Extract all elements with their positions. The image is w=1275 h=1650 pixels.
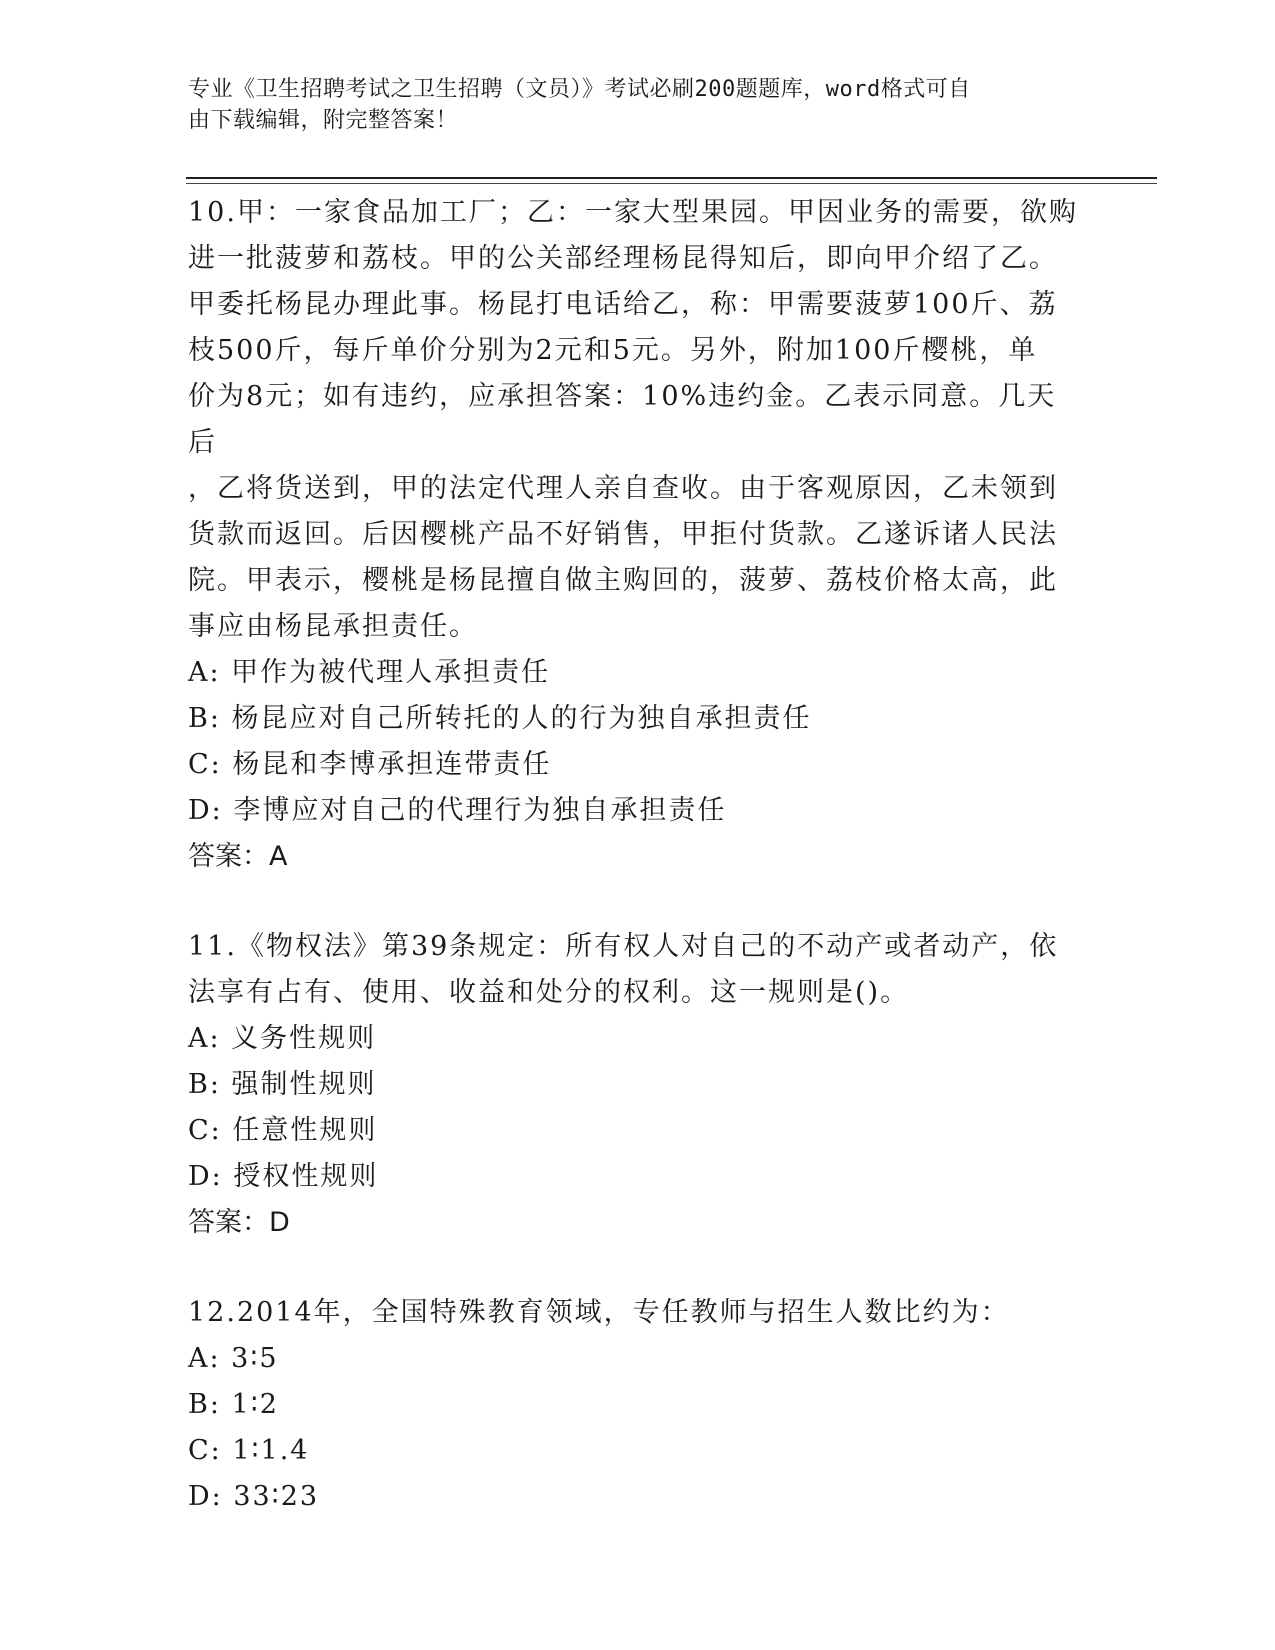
question-12 xyxy=(188,1290,1078,1520)
option-c: C: 1∶1.4 xyxy=(188,1435,310,1466)
document-header xyxy=(188,74,1068,136)
question-10 xyxy=(188,190,1078,880)
question-stem-line: 事应由杨昆承担责任。 xyxy=(188,611,478,642)
option-b: B: 杨昆应对自己所转托的人的行为独自承担责任 xyxy=(188,703,812,734)
answer-label: 答案：A xyxy=(188,841,288,872)
question-stem-line: 10.甲：一家食品加工厂；乙：一家大型果园。甲因业务的需要，欲购 xyxy=(188,197,1078,228)
question-stem-line: 法享有占有、使用、收益和处分的权利。这一规则是()。 xyxy=(188,977,910,1008)
question-stem-line: 11.《物权法》第39条规定：所有权人对自己的不动产或者动产，依 xyxy=(188,931,1059,962)
question-stem-line: 甲委托杨昆办理此事。杨昆打电话给乙，称：甲需要菠萝100斤、荔 xyxy=(188,289,1058,320)
header-line-2: 由下载编辑，附完整答案！ xyxy=(188,108,459,133)
option-d: D: 授权性规则 xyxy=(188,1161,379,1192)
option-a: A: 3∶5 xyxy=(188,1343,279,1374)
option-a: A: 甲作为被代理人承担责任 xyxy=(188,657,551,688)
question-stem-line: 价为8元；如有违约，应承担答案：10%违约金。乙表示同意。几天后 xyxy=(188,381,1057,458)
option-a: A: 义务性规则 xyxy=(188,1023,377,1054)
option-b: B: 1∶2 xyxy=(188,1389,279,1420)
question-stem-line: 货款而返回。后因樱桃产品不好销售，甲拒付货款。乙遂诉诸人民法 xyxy=(188,519,1058,550)
question-spacer xyxy=(188,880,1078,924)
question-spacer xyxy=(188,1246,1078,1290)
option-b: B: 强制性规则 xyxy=(188,1069,377,1100)
question-stem-line: 枝500斤，每斤单价分别为2元和5元。另外，附加100斤樱桃，单 xyxy=(188,335,1038,366)
option-c: C: 杨昆和李博承担连带责任 xyxy=(188,749,552,780)
option-d: D: 李博应对自己的代理行为独自承担责任 xyxy=(188,795,727,826)
question-stem-line: 进一批菠萝和荔枝。甲的公关部经理杨昆得知后，即向甲介绍了乙。 xyxy=(188,243,1058,274)
header-divider-thick xyxy=(186,177,1157,179)
option-d: D: 33∶23 xyxy=(188,1481,320,1512)
question-stem-line: 12.2014年，全国特殊教育领域，专任教师与招生人数比约为： xyxy=(188,1297,1010,1328)
question-stem-line: 院。甲表示，樱桃是杨昆擅自做主购回的，菠萝、荔枝价格太高，此 xyxy=(188,565,1058,596)
answer-label: 答案：D xyxy=(188,1207,290,1238)
question-11 xyxy=(188,924,1078,1246)
option-c: C: 任意性规则 xyxy=(188,1115,378,1146)
question-stem-line: ，乙将货送到，甲的法定代理人亲自查收。由于客观原因，乙未领到 xyxy=(188,473,1058,504)
header-line-1: 专业《卫生招聘考试之卫生招聘（文员）》考试必刷200题题库，word格式可自 xyxy=(188,77,971,102)
questions-container xyxy=(188,190,1078,1520)
header-divider-thin xyxy=(186,183,1157,184)
